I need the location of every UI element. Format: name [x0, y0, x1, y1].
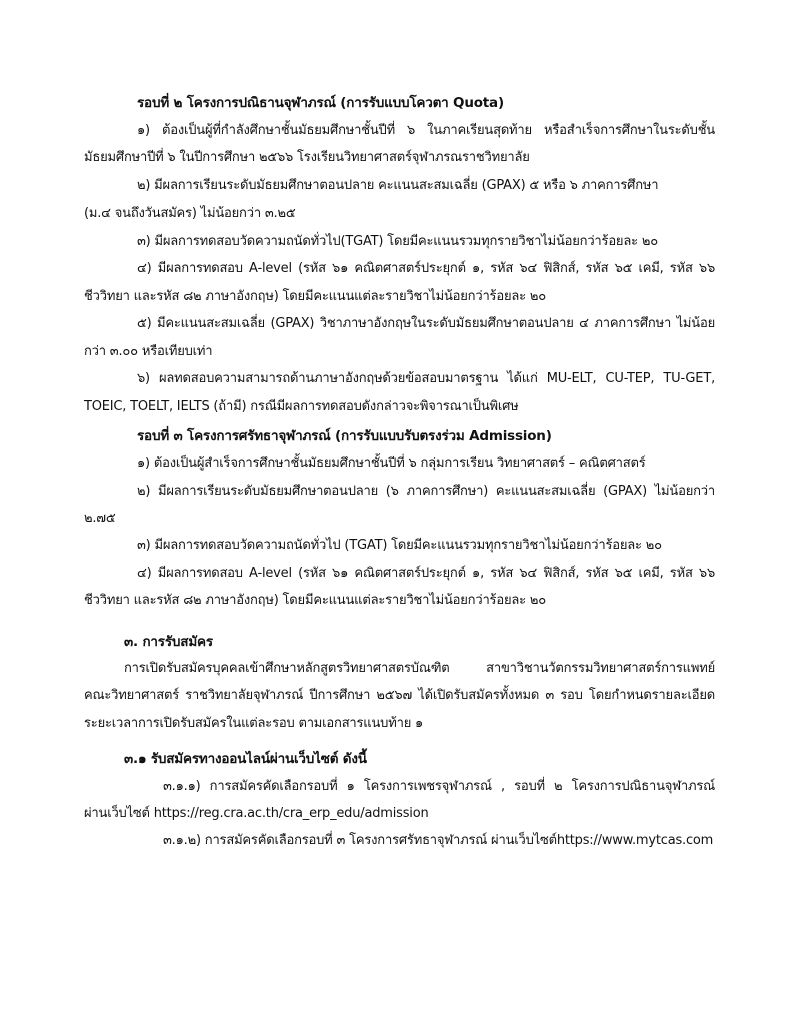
section3-1-1-line1: ๓.๑.๑) การสมัครคัดเลือกรอบที่ ๑ โครงการเพชรจุฬาภรณ์ , รอบที่ ๒ โครงการปณิธานจุฬาภรณ์ [163, 779, 715, 794]
round2-item4-line2: ชีววิทยา และรหัส ๘๒ ภาษาอังกฤษ) โดยมีคะแนนแต่ละรายวิชาไม่น้อยกว่าร้อยละ ๒๐ [84, 289, 546, 304]
round3-item1: ๑) ต้องเป็นผู้สำเร็จการศึกษาชั้นมัธยมศึกษาชั้นปีที่ ๖ กลุ่มการเรียน วิทยาศาสตร์ – คณิตศาสตร์ [137, 456, 646, 471]
round3-item4-line1: ๔) มีผลการทดสอบ A-level (รหัส ๖๑ คณิตศาสตร์ประยุกต์ ๑, รหัส ๖๔ ฟิสิกส์, รหัส ๖๕ เคมี, รหัส ๖๖ [137, 566, 715, 581]
section3-heading: ๓. การรับสมัคร [124, 634, 213, 650]
round2-item6-line1: ๖) ผลทดสอบความสามารถด้านภาษาอังกฤษด้วยข้อสอบมาตรฐาน ได้แก่ MU-ELT, CU-TEP, TU-GET, [137, 371, 715, 386]
round2-item1-line2: มัธยมศึกษาปีที่ ๖ ในปีการศึกษา ๒๕๖๖ โรงเรียนวิทยาศาสตร์จุฬาภรณราชวิทยาลัย [84, 150, 530, 165]
round2-item2-line1: ๒) มีผลการเรียนระดับมัธยมศึกษาตอนปลาย คะแนนสะสมเฉลี่ย (GPAX) ๕ หรือ ๖ ภาคการศึกษา [137, 178, 659, 193]
section3-1-1-line2: ผ่านเว็บไซต์ https://reg.cra.ac.th/cra_erp_edu/admission [84, 806, 429, 821]
round2-item4-line1: ๔) มีผลการทดสอบ A-level (รหัส ๖๑ คณิตศาสตร์ประยุกต์ ๑, รหัส ๖๔ ฟิสิกส์, รหัส ๖๕ เคมี, รหัส ๖๖ [137, 261, 715, 276]
section3-paragraph-line3: ระยะเวลาการเปิดรับสมัครในแต่ละรอบ ตามเอกสารแนบท้าย ๑ [84, 716, 424, 731]
round3-item2-line1: ๒) มีผลการเรียนระดับมัธยมศึกษาตอนปลาย (๖ ภาคการศึกษา) คะแนนสะสมเฉลี่ย (GPAX) ไม่น้อยกว่า [137, 484, 715, 499]
round3-item3: ๓) มีผลการทดสอบวัดความถนัดทั่วไป (TGAT) โดยมีคะแนนรวมทุกรายวิชาไม่น้อยกว่าร้อยละ ๒๐ [137, 538, 662, 553]
round2-item1-line1: ๑) ต้องเป็นผู้ที่กำลังศึกษาชั้นมัธยมศึกษาชั้นปีที่ ๖ ในภาคเรียนสุดท้าย หรือสำเร็จการศึกษาในระดับชั้น [137, 123, 715, 138]
round2-item3: ๓) มีผลการทดสอบวัดความถนัดทั่วไป(TGAT) โดยมีคะแนนรวมทุกรายวิชาไม่น้อยกว่าร้อยละ ๒๐ [137, 234, 658, 249]
round3-item4-line2: ชีววิทยา และรหัส ๘๒ ภาษาอังกฤษ) โดยมีคะแนนแต่ละรายวิชาไม่น้อยกว่าร้อยละ ๒๐ [84, 593, 546, 608]
round2-item5-line2: กว่า ๓.๐๐ หรือเทียบเท่า [84, 344, 213, 359]
section3-1-2: ๓.๑.๒) การสมัครคัดเลือกรอบที่ ๓ โครงการศรัทธาจุฬาภรณ์ ผ่านเว็บไซต์https://www.mytcas.com [163, 833, 714, 848]
section3-paragraph-line1: การเปิดรับสมัครบุคคลเข้าศึกษาหลักสูตรวิทยาศาสตรบัณฑิต สาขาวิชานวัตกรรมวิทยาศาสตร์การแพทย์ [124, 661, 715, 676]
round2-heading: รอบที่ ๒ โครงการปณิธานจุฬาภรณ์ (การรับแบบโควตา Quota) [137, 95, 504, 111]
section3-paragraph-line2: คณะวิทยาศาสตร์ ราชวิทยาลัยจุฬาภรณ์ ปีการศึกษา ๒๕๖๗ ได้เปิดรับสมัครทั้งหมด ๓ รอบ โดยกำหนดรายละเอียด [84, 688, 715, 703]
round3-item2-line2: ๒.๗๕ [84, 511, 116, 526]
round2-item5-line1: ๕) มีคะแนนสะสมเฉลี่ย (GPAX) วิชาภาษาอังกฤษในระดับมัธยมศึกษาตอนปลาย ๔ ภาคการศึกษา ไม่น้อย [137, 316, 715, 331]
section3-1-heading: ๓.๑ รับสมัครทางออนไลน์ผ่านเว็บไซต์ ดังนี้ [124, 751, 367, 767]
round2-item2-line2: (ม.๔ จนถึงวันสมัคร) ไม่น้อยกว่า ๓.๒๕ [84, 206, 296, 221]
round3-heading: รอบที่ ๓ โครงการศรัทธาจุฬาภรณ์ (การรับแบบรับตรงร่วม Admission) [137, 428, 552, 444]
round2-item6-line2: TOEIC, TOELT, IELTS (ถ้ามี) กรณีมีผลการทดสอบดังกล่าวจะพิจารณาเป็นพิเศษ [84, 399, 519, 414]
